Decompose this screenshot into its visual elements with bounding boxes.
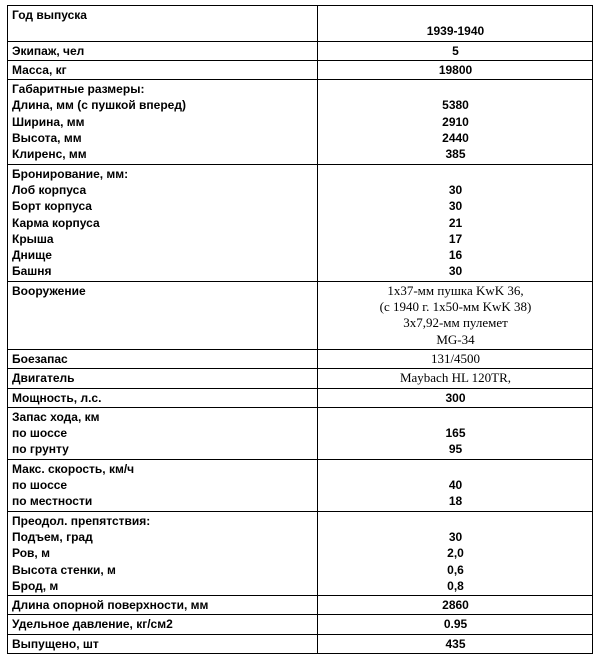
spec-row	[8, 60, 593, 79]
spec-name-line: Выпущено, шт	[12, 636, 99, 651]
spec-value-line: 30	[448, 199, 463, 214]
spec-name-line: Клиренс, мм	[12, 147, 87, 162]
spec-value-cell	[318, 349, 593, 368]
spec-value-line: 2910	[442, 114, 469, 129]
spec-value-line	[322, 461, 589, 477]
spec-name-line: Брод, м	[12, 578, 59, 593]
spec-row	[8, 634, 593, 653]
spec-name-cell	[8, 388, 318, 407]
spec-value-line: 0,8	[447, 578, 464, 593]
spec-value-line: 0,6	[447, 562, 464, 577]
spec-name-cell	[8, 634, 318, 653]
spec-name-line: Высота стенки, м	[12, 562, 116, 577]
spec-name-line: Крыша	[12, 231, 54, 246]
spec-name-cell	[8, 80, 318, 164]
spec-name-line: Бронирование, мм:	[12, 166, 129, 181]
spec-value-line: 30	[448, 529, 463, 544]
spec-row	[8, 164, 593, 281]
spec-value-cell	[318, 369, 593, 388]
spec-name-line: по местности	[12, 494, 93, 509]
spec-value-cell	[318, 6, 593, 42]
spec-name-line: Мощность, л.с.	[12, 390, 102, 405]
spec-value-line: MG-34	[436, 331, 475, 347]
spec-name-line: Лоб корпуса	[12, 182, 87, 197]
spec-value-cell	[318, 281, 593, 349]
spec-value-cell	[318, 459, 593, 511]
spec-name-line: Удельное давление, кг/см2	[12, 617, 173, 632]
spec-name-line: Борт корпуса	[12, 199, 92, 214]
spec-value-line: 5	[452, 43, 459, 58]
spec-value-line: 165	[445, 426, 466, 441]
spec-value-line: 40	[448, 478, 463, 493]
spec-row	[8, 407, 593, 459]
spec-name-line: Подъем, град	[12, 529, 93, 544]
spec-name-line: по грунту	[12, 442, 69, 457]
spec-value-line	[322, 166, 589, 182]
spec-value-line: 5380	[442, 98, 469, 113]
spec-value-line: 95	[448, 442, 463, 457]
spec-name-cell	[8, 511, 318, 595]
spec-row	[8, 596, 593, 615]
spec-name-line: Длина опорной поверхности, мм	[12, 598, 209, 613]
spec-name-cell	[8, 60, 318, 79]
spec-value-cell	[318, 388, 593, 407]
spec-value-cell	[318, 634, 593, 653]
spec-name-line: Габаритные размеры:	[12, 82, 145, 97]
spec-value-line: Maybach HL 120TR,	[399, 370, 512, 386]
tank-spec-table	[7, 5, 593, 654]
spec-value-line: 30	[448, 264, 463, 279]
spec-name-line: по шоссе	[12, 426, 68, 441]
spec-value-line: 1х37-мм пушка KwK 36,	[387, 282, 524, 298]
spec-name-line: Макс. скорость, км/ч	[12, 461, 135, 476]
spec-value-line: 19800	[438, 62, 473, 77]
spec-value-cell	[318, 615, 593, 634]
spec-row	[8, 41, 593, 60]
spec-value-line: 30	[448, 182, 463, 197]
spec-value-cell	[318, 60, 593, 79]
spec-name-cell	[8, 164, 318, 281]
spec-value-line: 18	[448, 494, 463, 509]
spec-name-cell	[8, 615, 318, 634]
spec-value-cell	[318, 596, 593, 615]
spec-name-line: Ров, м	[12, 546, 50, 561]
spec-value-line: 2860	[442, 598, 469, 613]
spec-value-line: 435	[445, 636, 466, 651]
spec-value-line: (с 1940 г. 1х50-мм KwK 38)	[379, 299, 532, 315]
spec-name-line: Башня	[12, 264, 52, 279]
spec-value-line: 131/4500	[430, 350, 481, 366]
spec-value-line: 21	[448, 215, 463, 230]
spec-value-line: 16	[448, 248, 463, 263]
spec-value-line: 2440	[442, 131, 469, 146]
spec-row	[8, 369, 593, 388]
spec-name-line: Двигатель	[12, 371, 75, 386]
spec-name-cell	[8, 407, 318, 459]
spec-name-line: Карма корпуса	[12, 215, 100, 230]
spec-name-line: Экипаж, чел	[12, 43, 85, 58]
spec-row	[8, 281, 593, 349]
spec-value-line: 17	[448, 231, 463, 246]
spec-name-cell	[8, 281, 318, 349]
spec-name-cell	[8, 41, 318, 60]
spec-row	[8, 388, 593, 407]
spec-row	[8, 349, 593, 368]
spec-row	[8, 511, 593, 595]
spec-value-line: 2,0	[447, 546, 464, 561]
spec-row	[8, 80, 593, 164]
spec-value-line	[322, 513, 589, 529]
spec-name-cell	[8, 369, 318, 388]
spec-value-line: 1939-1940	[426, 24, 485, 39]
spec-value-line	[322, 81, 589, 97]
spec-name-line: Боезапас	[12, 351, 68, 366]
spec-value-line: 0.95	[443, 617, 468, 632]
spec-name-cell	[8, 349, 318, 368]
spec-row	[8, 6, 593, 42]
spec-name-line: Ширина, мм	[12, 114, 85, 129]
spec-name-line: по шоссе	[12, 478, 68, 493]
spec-value-cell	[318, 511, 593, 595]
spec-value-line: 3х7,92-мм пулемет	[403, 315, 508, 331]
spec-value-line: 385	[445, 147, 466, 162]
spec-row	[8, 459, 593, 511]
spec-name-cell	[8, 459, 318, 511]
spec-name-line: Запас хода, км	[12, 409, 100, 424]
spec-value-line	[322, 409, 589, 425]
spec-name-line: Год выпуска	[12, 8, 87, 22]
spec-value-line	[322, 7, 589, 23]
spec-name-line: Высота, мм	[12, 131, 82, 146]
spec-name-line: Масса, кг	[12, 62, 67, 77]
spec-value-cell	[318, 164, 593, 281]
spec-name-line: Днище	[12, 248, 52, 263]
spec-name-line: Вооружение	[12, 283, 86, 298]
spec-name-line: Длина, мм (с пушкой вперед)	[12, 98, 186, 113]
spec-value-cell	[318, 80, 593, 164]
spec-name-cell	[8, 596, 318, 615]
spec-table-body	[8, 6, 593, 654]
spec-value-cell	[318, 41, 593, 60]
spec-row	[8, 615, 593, 634]
spec-value-line: 300	[445, 390, 466, 405]
spec-value-cell	[318, 407, 593, 459]
spec-name-cell	[8, 6, 318, 42]
spec-name-line: Преодол. препятствия:	[12, 513, 151, 528]
